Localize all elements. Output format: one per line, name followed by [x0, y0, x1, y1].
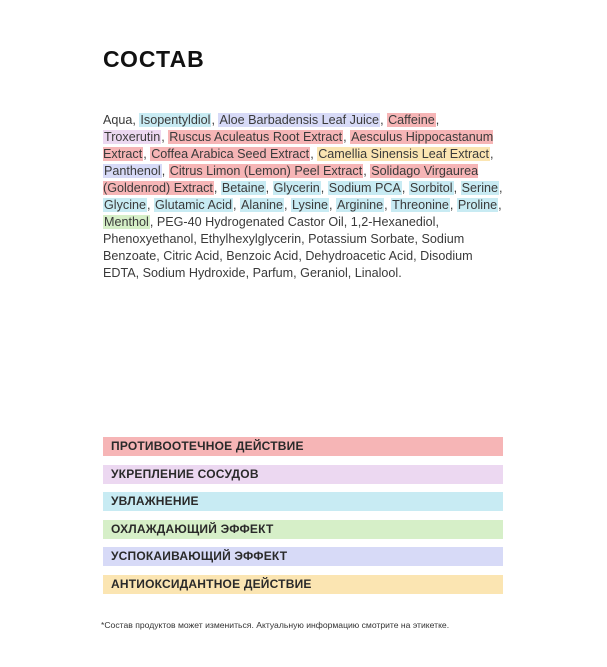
ingredient: Phenoxyethanol — [103, 232, 194, 246]
ingredient-separator: , — [453, 181, 461, 195]
ingredient-separator: , — [343, 215, 351, 229]
ingredient-separator: , — [293, 266, 301, 280]
ingredient: Threonine — [392, 198, 449, 212]
ingredient-separator: , — [298, 249, 306, 263]
ingredient-separator: , — [233, 198, 240, 212]
ingredient: Sodium Benzoate — [103, 232, 465, 263]
ingredient: Dehydroacetic Acid — [305, 249, 414, 263]
ingredient: Ethylhexylglycerin — [200, 232, 302, 246]
legend-item-soothing: УСПОКАИВАЮЩИЙ ЭФФЕКТ — [103, 547, 503, 566]
ingredient: PEG-40 Hydrogenated Castor Oil — [156, 215, 344, 229]
ingredient: Sodium Hydroxide — [142, 266, 246, 280]
ingredient: Coffea Arabica Seed Extract — [151, 147, 310, 161]
ingredient-separator: , — [213, 181, 221, 195]
ingredient: Aloe Barbadensis Leaf Juice — [219, 113, 380, 127]
ingredient: Citrus Limon (Lemon) Peel Extract — [169, 164, 363, 178]
ingredient: Solidago Virgaurea (Goldenrod) Extract — [103, 164, 479, 195]
ingredient: Citric Acid — [163, 249, 220, 263]
ingredient-separator: , — [135, 266, 143, 280]
ingredient: Potassium Sorbate — [308, 232, 415, 246]
footnote: *Состав продуктов может измениться. Актуальную информацию смотрите на этикетке. — [101, 620, 450, 630]
ingredient-separator: , — [143, 147, 151, 161]
ingredient: Aesculus Hippocastanum Extract — [103, 130, 494, 161]
ingredient-separator: , — [156, 249, 164, 263]
ingredient: Parfum — [252, 266, 294, 280]
ingredient-separator: , — [384, 198, 392, 212]
ingredient-separator: , — [499, 181, 503, 195]
ingredient-separator: , — [132, 113, 140, 127]
ingredient-separator: , — [414, 232, 422, 246]
ingredient-separator: , — [401, 181, 409, 195]
ingredient: Glutamic Acid — [155, 198, 232, 212]
ingredient-separator: , — [498, 198, 502, 212]
ingredient-separator: , — [245, 266, 253, 280]
legend — [103, 437, 503, 602]
legend-item-cooling: ОХЛАЖДАЮЩИЙ ЭФФЕКТ — [103, 520, 503, 539]
ingredient: Panthenol — [104, 164, 161, 178]
ingredient: Disodium EDTA — [103, 249, 473, 280]
page-title: СОСТАВ — [103, 46, 205, 72]
ingredient: Serine — [461, 181, 499, 195]
ingredient-separator: , — [301, 232, 309, 246]
ingredient-separator: , — [149, 215, 157, 229]
ingredients-list — [103, 112, 503, 282]
ingredient: Glycerin — [273, 181, 320, 195]
ingredient-separator: , — [284, 198, 292, 212]
ingredient-separator: , — [435, 215, 439, 229]
ingredient-separator: , — [265, 181, 273, 195]
ingredient: Benzoic Acid — [226, 249, 299, 263]
legend-item-moisturizing: УВЛАЖНЕНИЕ — [103, 492, 503, 511]
ingredient-separator: , — [320, 181, 328, 195]
legend-item-antioxidant: АНТИОКСИДАНТНОЕ ДЕЙСТВИЕ — [103, 575, 503, 594]
ingredient: Betaine — [221, 181, 265, 195]
ingredient-separator: , — [147, 198, 154, 212]
ingredient: Caffeine — [388, 113, 435, 127]
ingredient: Arginine — [336, 198, 384, 212]
ingredient: Alanine — [241, 198, 284, 212]
ingredient-separator: , — [380, 113, 388, 127]
legend-item-vascular: УКРЕПЛЕНИЕ СОСУДОВ — [103, 465, 503, 484]
ingredient: Sodium PCA — [328, 181, 401, 195]
ingredient-separator: , — [413, 249, 421, 263]
ingredient-separator: , — [363, 164, 371, 178]
ingredient-separator: , — [347, 266, 355, 280]
ingredient: 1,2-Hexanediol — [350, 215, 436, 229]
ingredient: Troxerutin — [104, 130, 161, 144]
ingredient: Geraniol — [300, 266, 348, 280]
legend-item-antiedema: ПРОТИВООТЕЧНОЕ ДЕЙСТВИЕ — [103, 437, 503, 456]
ingredient: Sorbitol — [409, 181, 453, 195]
ingredient: Menthol — [104, 215, 149, 229]
ingredient-separator: , — [489, 147, 494, 161]
ingredient-separator: , — [161, 164, 169, 178]
ingredient-separator: . — [398, 266, 402, 280]
ingredient-separator: , — [219, 249, 227, 263]
ingredient: Isopentyldiol — [140, 113, 211, 127]
ingredient-separator: , — [449, 198, 457, 212]
ingredient: Glycine — [104, 198, 146, 212]
ingredient-separator: , — [343, 130, 351, 144]
ingredient-separator: , — [193, 232, 201, 246]
ingredient: Camellia Sinensis Leaf Extract — [318, 147, 489, 161]
ingredient: Aqua — [103, 113, 133, 127]
ingredient-separator: , — [211, 113, 219, 127]
ingredient: Lysine — [292, 198, 328, 212]
ingredient-separator: , — [161, 130, 169, 144]
ingredient-separator: , — [310, 147, 318, 161]
ingredient-separator: , — [435, 113, 440, 127]
ingredient: Ruscus Aculeatus Root Extract — [169, 130, 343, 144]
ingredient: Proline — [457, 198, 498, 212]
ingredient-separator: , — [328, 198, 336, 212]
ingredient: Linalool — [354, 266, 399, 280]
